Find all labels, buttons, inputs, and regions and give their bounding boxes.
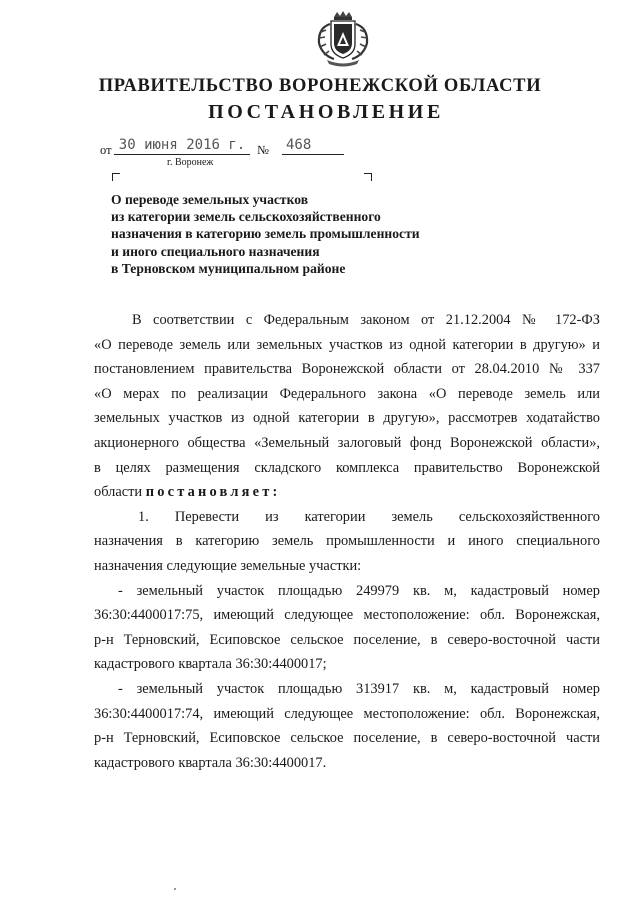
parcel-line: - земельный участок площадью 249979 кв. м, кадастровый номер [118,582,600,599]
title-line: О переводе земельных участков [111,192,309,207]
preamble-line: акционерного общества «Земельный залоговый фонд Воронежской области», [94,434,600,451]
scan-dot [174,888,176,890]
title-corner-right [364,173,372,181]
parcel-line: р-н Терновский, Есиповское сельское поселение, в северо-восточной части [94,730,600,747]
document-title [111,191,420,277]
parcel-line: 36:30:4400017:75, имеющий следующее местоположение: обл. Воронежская, [94,607,600,624]
title-line: в Терновском муниципальном районе [111,260,346,276]
document-number: 468 [282,137,344,155]
preamble-line: в целях размещения складского комплекса правительство Воронежской [94,459,600,476]
preamble-line: «О мерах по реализации Федерального закона «О переводе земель или [94,385,600,402]
document-kind: ПОСТАНОВЛЕНИЕ [208,101,444,123]
title-line: и иного специального назначения [111,243,320,259]
preamble-line: «О переводе земель или земельных участков из одной категории в другую» и [94,336,600,353]
parcel-line: р-н Терновский, Есиповское сельское поселение, в северо-восточной части [94,631,600,648]
document-city: г. Воронеж [167,157,214,168]
document-body [94,308,600,775]
preamble-line: В соответствии с Федеральным законом от 21.12.2004 № 172-ФЗ [132,312,600,328]
parcel-last-line: кадастрового квартала 36:30:4400017; [94,656,327,673]
date-prefix: от [100,143,112,157]
item-line: назначения в категорию земель промышленности и иного специального [94,533,600,550]
document-date: 30 июня 2016 г. [114,137,250,155]
parcel-line: 36:30:4400017:74, имеющий следующее местоположение: обл. Воронежская, [94,705,600,722]
parcel-last-line: кадастрового квартала 36:30:4400017. [94,754,327,771]
parcel-line: - земельный участок площадью 313917 кв. м, кадастровый номер [118,680,600,697]
government-name: ПРАВИТЕЛЬСТВО ВОРОНЕЖСКОЙ ОБЛАСТИ [98,76,542,96]
preamble-last-line [94,480,600,505]
number-prefix: № [257,143,269,157]
preamble-last-word: области [94,484,143,501]
coat-of-arms-icon [310,10,376,68]
item-line: 1. Перевести из категории земель сельскохозяйственного [138,508,600,525]
decree-word: постановляет: [145,484,281,501]
title-corner-left [112,173,120,181]
title-line: из категории земель сельскохозяйственного [111,209,381,225]
title-line: назначения в категорию земель промышленности [111,226,420,242]
preamble-line: земельных участков из одной категории в другую», рассмотрев ходатайство [94,410,600,427]
preamble-line: постановлением правительства Воронежской области от 28.04.2010 № 337 [94,361,600,378]
item-last-line: назначения следующие земельные участки: [94,557,362,574]
